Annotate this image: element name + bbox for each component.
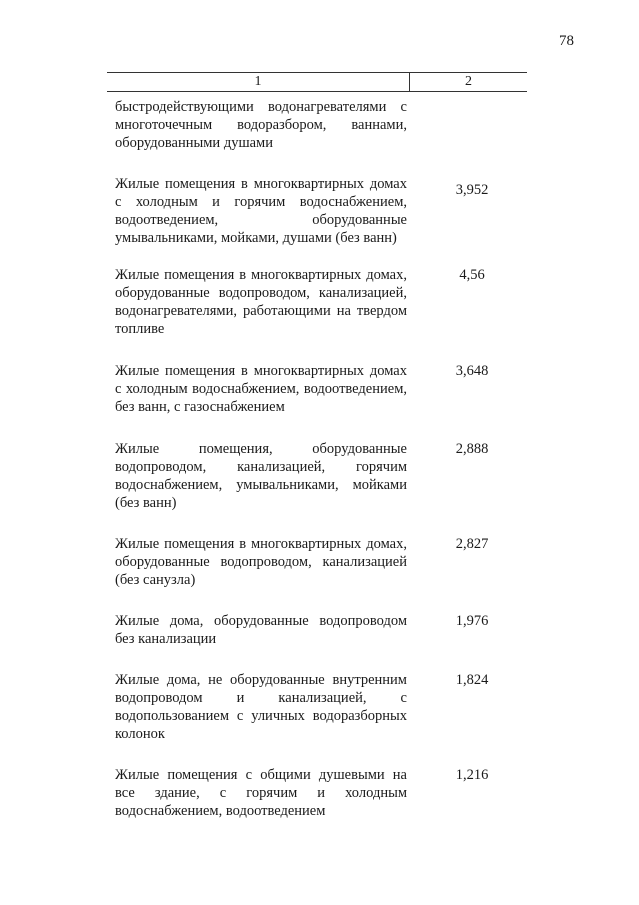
table-row xyxy=(107,612,527,648)
row-description: Жилые помещения в многоквартирных домах с холодным и горячим водоснабжением, водоотведением, оборудованные умывальниками, мойками, душами (без ванн) xyxy=(115,176,407,246)
row-description: Жилые помещения с общими душевыми на все здание, с горячим и холодным водоснабжением, водоотведением xyxy=(115,767,407,819)
table-row xyxy=(107,440,527,512)
row-value: 3,952 xyxy=(455,182,489,198)
row-description: Жилые дома, оборудованные водопроводом без канализации xyxy=(115,613,407,647)
header-col-2: 2 xyxy=(465,74,472,89)
row-description: Жилые помещения в многоквартирных домах, оборудованные водопроводом, канализацией, водонагревателями, работающими на твердом топливе xyxy=(115,267,407,337)
row-value: 1,824 xyxy=(455,672,489,688)
row-value: 4,56 xyxy=(459,267,485,283)
row-value: 2,888 xyxy=(455,441,489,457)
table-row xyxy=(107,175,527,247)
row-description: Жилые помещения в многоквартирных домах, оборудованные водопроводом, канализацией (без санузла) xyxy=(115,536,407,588)
row-value xyxy=(407,98,527,152)
table-row xyxy=(107,671,527,743)
table-header xyxy=(107,72,527,92)
row-description: Жилые помещения в многоквартирных домах с холодным водоснабжением, водоотведением, без ванн, с газоснабжением xyxy=(115,363,407,415)
table-row xyxy=(107,266,527,338)
row-description: Жилые помещения, оборудованные водопроводом, канализацией, горячим водоснабжением, умывальниками, мойками (без ванн) xyxy=(115,441,407,511)
table-row xyxy=(107,362,527,416)
row-description: Жилые дома, не оборудованные внутренним водопроводом и канализацией, с водопользованием с уличных водоразборных колонок xyxy=(115,672,407,742)
table-row xyxy=(107,766,527,820)
row-description: быстродействующими водонагревателями с многоточечным водоразбором, ваннами, оборудованными душами xyxy=(115,99,407,151)
row-value: 3,648 xyxy=(455,363,489,379)
row-value: 1,216 xyxy=(455,767,489,783)
row-value: 1,976 xyxy=(455,613,489,629)
page-number: 78 xyxy=(559,33,574,49)
tariff-table xyxy=(107,72,527,820)
table-row xyxy=(107,98,527,152)
header-col-1: 1 xyxy=(107,73,410,91)
row-value: 2,827 xyxy=(455,536,489,552)
table-row xyxy=(107,535,527,589)
